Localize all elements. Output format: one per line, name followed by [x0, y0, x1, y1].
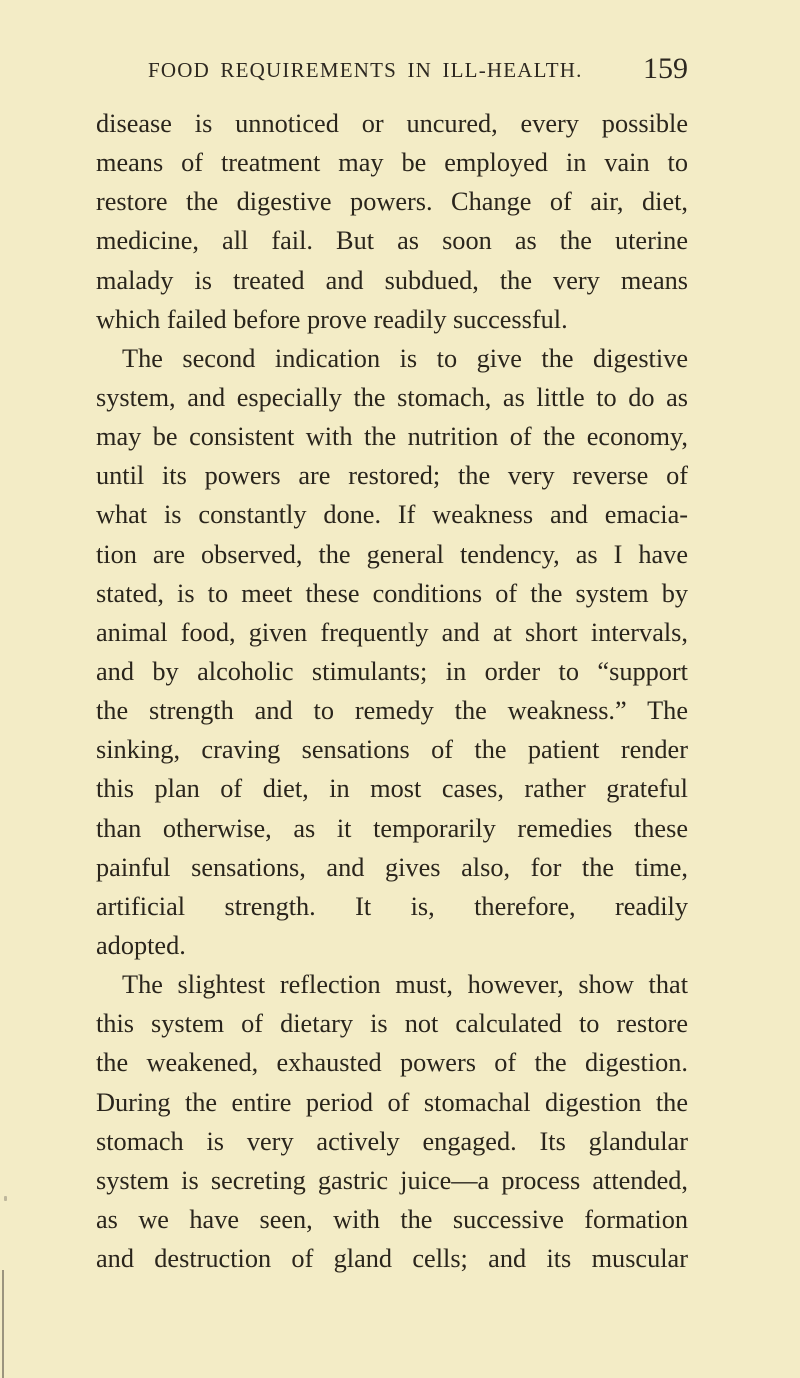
page-number: 159: [643, 52, 688, 85]
text-line: system, and especially the stomach, as little to do as: [96, 382, 688, 412]
text-line: tion are observed, the general tendency, as I have: [96, 539, 688, 569]
text-line: painful sensations, and gives also, for the time,: [96, 852, 688, 882]
text-line: The second indication is to give the digestive: [122, 343, 688, 373]
text-line: malady is treated and subdued, the very means: [96, 265, 688, 295]
text-line: which failed before prove readily successful.: [96, 304, 568, 334]
text-line: adopted.: [96, 930, 186, 960]
text-line: the strength and to remedy the weakness.” The: [96, 696, 688, 726]
text-line: medicine, all fail. But as soon as the uterine: [96, 226, 688, 256]
text-line: the weakened, exhausted powers of the digestion.: [96, 1048, 688, 1078]
text-line: disease is unnoticed or uncured, every possible: [96, 109, 688, 138]
scan-edge-mark: [2, 1270, 4, 1378]
text-line: system is secreting gastric juice—a process attended,: [96, 1165, 688, 1195]
text-line: animal food, given frequently and at short intervals,: [96, 617, 688, 647]
text-line: and by alcoholic stimulants; in order to “support: [96, 656, 688, 686]
text-line: this plan of diet, in most cases, rather grateful: [96, 774, 688, 804]
text-line: and destruction of gland cells; and its muscular: [96, 1244, 688, 1274]
text-line: sinking, craving sensations of the patient render: [96, 735, 688, 765]
page-header: [148, 52, 688, 86]
text-line: may be consistent with the nutrition of the economy,: [96, 422, 688, 452]
text-line: The slightest reflection must, however, show that: [122, 970, 688, 1000]
text-line: During the entire period of stomachal digestion the: [96, 1087, 688, 1117]
text-line: until its powers are restored; the very reverse of: [96, 461, 688, 491]
text-line: as we have seen, with the successive formation: [96, 1204, 688, 1234]
text-line: stomach is very actively engaged. Its glandular: [96, 1126, 688, 1156]
text-line: than otherwise, as it temporarily remedies these: [96, 813, 688, 843]
text-line: artificial strength. It is, therefore, readily: [96, 891, 688, 921]
text-line: this system of dietary is not calculated to restore: [96, 1009, 688, 1039]
text-line: restore the digestive powers. Change of air, diet,: [96, 187, 688, 217]
text-line: stated, is to meet these conditions of the system by: [96, 578, 688, 608]
body-text: [96, 104, 688, 1278]
paper-speck: [4, 1196, 7, 1201]
text-line: means of treatment may be employed in vain to: [96, 148, 688, 178]
text-line: what is constantly done. If weakness and emacia-: [96, 500, 688, 530]
running-head: FOOD REQUIREMENTS IN ILL-HEALTH.: [148, 58, 583, 82]
